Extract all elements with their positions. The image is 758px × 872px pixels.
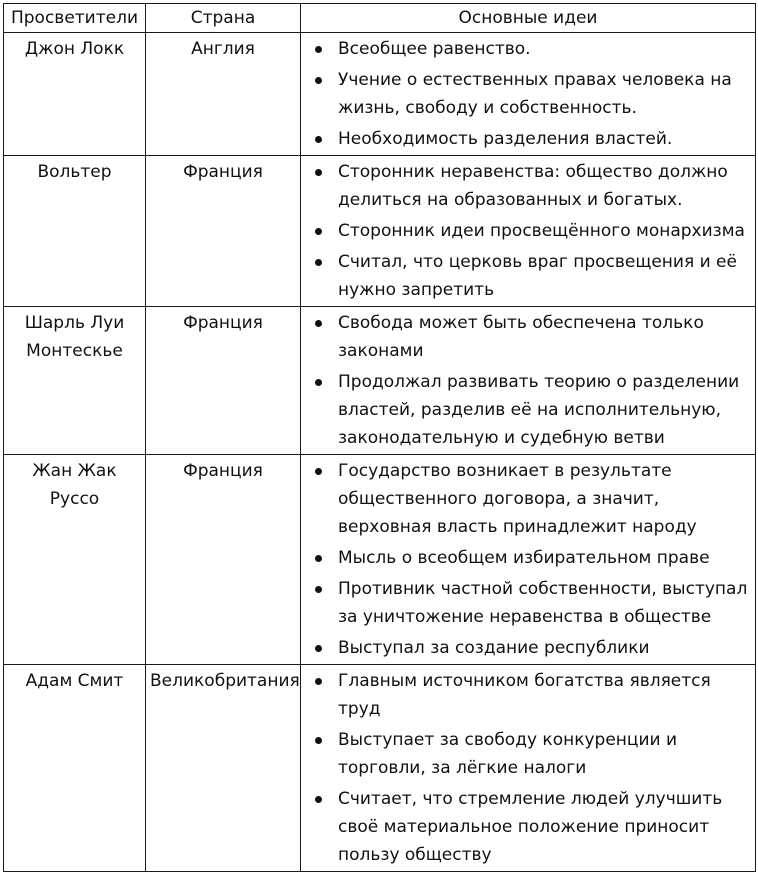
list-item xyxy=(305,667,749,723)
bullet-icon xyxy=(315,259,322,266)
list-item xyxy=(305,726,749,782)
idea-text: Выступал за создание республики xyxy=(338,638,650,658)
ideas-list xyxy=(305,667,749,869)
enlightener-name: Жан Жак Руссо xyxy=(4,455,146,665)
bullet-icon xyxy=(315,737,322,744)
ideas-list xyxy=(305,309,749,452)
main-ideas-cell xyxy=(301,455,756,665)
ideas-list xyxy=(305,158,749,304)
list-item xyxy=(305,544,749,572)
bullet-icon xyxy=(315,645,322,652)
enlightener-name: Шарль Луи Монтескье xyxy=(4,307,146,455)
list-item xyxy=(305,457,749,541)
main-ideas-cell xyxy=(301,307,756,455)
idea-text: Сторонник неравенства: общество должно делиться на образованных и богатых. xyxy=(338,162,728,210)
main-ideas-cell xyxy=(301,665,756,872)
idea-text: Свобода может быть обеспечена только законами xyxy=(338,313,704,361)
bullet-icon xyxy=(315,46,322,53)
table-row xyxy=(4,455,756,665)
ideas-list xyxy=(305,457,749,662)
table-row xyxy=(4,33,756,156)
idea-text: Сторонник идеи просвещённого монархизма xyxy=(338,221,745,241)
idea-text: Всеобщее равенство. xyxy=(338,39,531,59)
list-item xyxy=(305,248,749,304)
idea-text: Мысль о всеобщем избирательном праве xyxy=(338,548,710,568)
main-ideas-cell xyxy=(301,156,756,307)
table-row xyxy=(4,156,756,307)
header-row xyxy=(4,4,756,33)
list-item xyxy=(305,217,749,245)
bullet-icon xyxy=(315,678,322,685)
list-item xyxy=(305,368,749,452)
idea-text: Выступает за свободу конкуренции и торговли, за лёгкие налоги xyxy=(338,730,678,778)
enlighteners-table xyxy=(3,3,756,872)
ideas-list xyxy=(305,35,749,153)
enlightener-name: Вольтер xyxy=(4,156,146,307)
idea-text: Продолжал развивать теорию о разделении властей, разделив её на исполнительную, законодательную и судебную ветви xyxy=(338,372,740,448)
list-item xyxy=(305,785,749,869)
idea-text: Противник частной собственности, выступал за уничтожение неравенства в обществе xyxy=(338,579,748,627)
enlightener-country: Англия xyxy=(146,33,301,156)
header-enlighteners: Просветители xyxy=(4,4,146,33)
bullet-icon xyxy=(315,586,322,593)
bullet-icon xyxy=(315,379,322,386)
header-main-ideas: Основные идеи xyxy=(301,4,756,33)
idea-text: Государство возникает в результате общественного договора, а значит, верховная власть принадлежит народу xyxy=(338,461,697,537)
bullet-icon xyxy=(315,320,322,327)
main-ideas-cell xyxy=(301,33,756,156)
enlightener-country: Франция xyxy=(146,455,301,665)
list-item xyxy=(305,309,749,365)
list-item xyxy=(305,66,749,122)
enlightener-country: Франция xyxy=(146,156,301,307)
bullet-icon xyxy=(315,555,322,562)
enlightener-name: Джон Локк xyxy=(4,33,146,156)
enlightener-name: Адам Смит xyxy=(4,665,146,872)
bullet-icon xyxy=(315,468,322,475)
idea-text: Главным источником богатства является труд xyxy=(338,671,711,719)
idea-text: Считал, что церковь враг просвещения и её нужно запретить xyxy=(338,252,737,300)
bullet-icon xyxy=(315,169,322,176)
enlightener-country: Великобритания xyxy=(146,665,301,872)
enlightener-country: Франция xyxy=(146,307,301,455)
bullet-icon xyxy=(315,228,322,235)
idea-text: Учение о естественных правах человека на жизнь, свободу и собственность. xyxy=(338,70,732,118)
list-item xyxy=(305,35,749,63)
table-row xyxy=(4,665,756,872)
list-item xyxy=(305,575,749,631)
bullet-icon xyxy=(315,136,322,143)
list-item xyxy=(305,634,749,662)
bullet-icon xyxy=(315,796,322,803)
list-item xyxy=(305,158,749,214)
header-country: Страна xyxy=(146,4,301,33)
table-row xyxy=(4,307,756,455)
idea-text: Считает, что стремление людей улучшить своё материальное положение приносит пользу обществу xyxy=(338,789,723,865)
bullet-icon xyxy=(315,77,322,84)
idea-text: Необходимость разделения властей. xyxy=(338,129,673,149)
list-item xyxy=(305,125,749,153)
